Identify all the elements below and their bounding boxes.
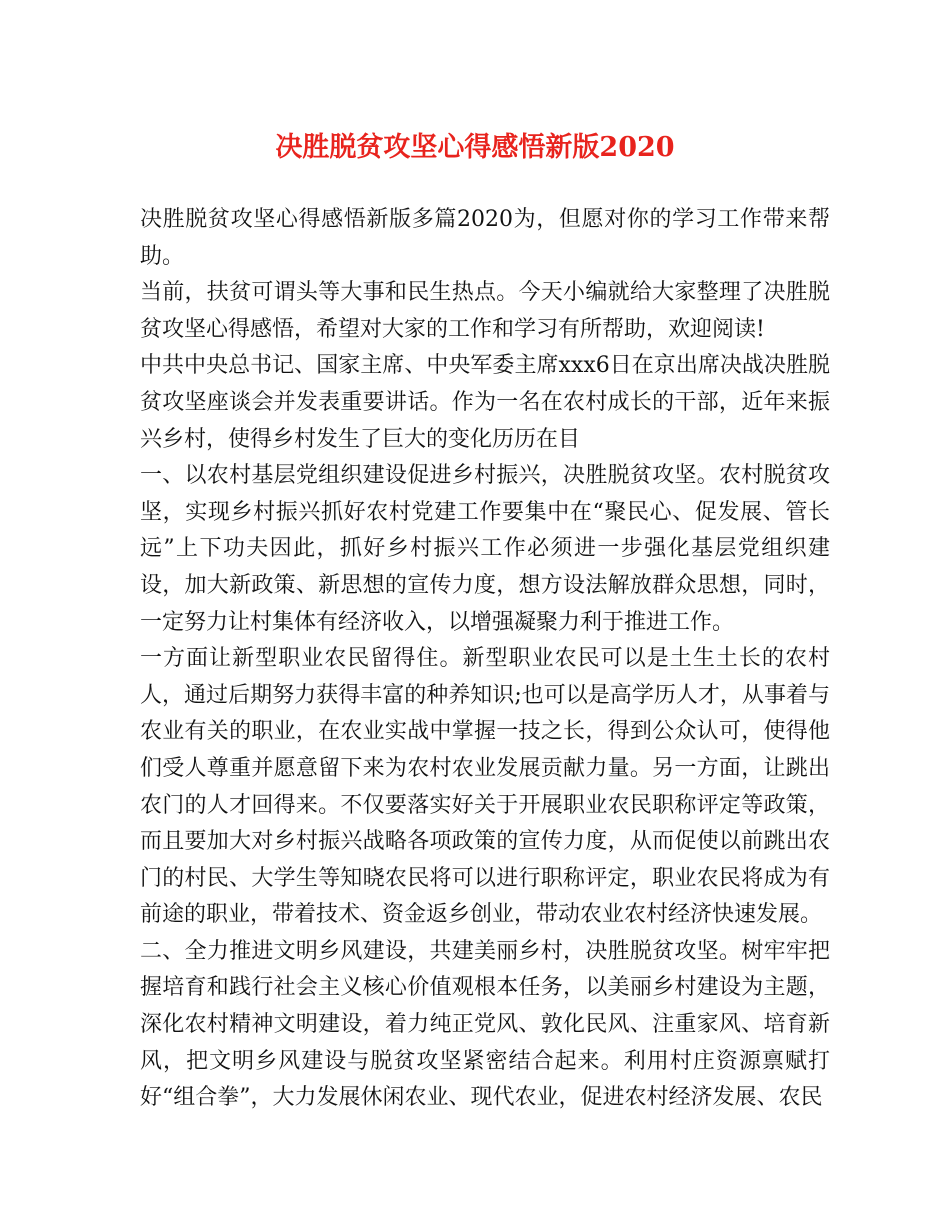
document-body bbox=[140, 202, 830, 1117]
document-title: 决胜脱贫攻坚心得感悟新版2020 bbox=[275, 132, 675, 163]
paragraph-section-one: 一、以农村基层党组织建设促进乡村振兴，决胜脱贫攻坚。农村脱贫攻坚，实现乡村振兴抓好农村党建工作要集中在“聚民心、促发展、管长远”上下功夫因此，抓好乡村振兴工作必须进一步强化基层党组织建设，加大新政策、新思想的宣传力度，想方设法解放群众思想，同时，一定努力让村集体有经济收入，以增强凝聚力利于推进工作。 bbox=[140, 463, 830, 635]
paragraph-intro: 决胜脱贫攻坚心得感悟新版多篇2020为，但愿对你的学习工作带来帮助。 bbox=[140, 207, 830, 269]
paragraph-section-two: 二、全力推进文明乡风建设，共建美丽乡村，决胜脱贫攻坚。树牢牢把握培育和践行社会主义核心价值观根本任务，以美丽乡村建设为主题，深化农村精神文明建设，着力纯正党风、敦化民风、注重家风、培育新风，把文明乡风建设与脱贫攻坚紧密结合起来。利用村庄资源禀赋打好“组合拳”，大力发展休闲农业、现代农业，促进农村经济发展、农民 bbox=[140, 938, 830, 1111]
paragraph-current: 当前，扶贫可谓头等大事和民生热点。今天小编就给大家整理了决胜脱贫攻坚心得感悟，希望对大家的工作和学习有所帮助，欢迎阅读! bbox=[140, 280, 830, 342]
paragraph-farmers: 一方面让新型职业农民留得住。新型职业农民可以是土生土长的农村人，通过后期努力获得丰富的种养知识;也可以是高学历人才，从事着与农业有关的职业，在农业实战中掌握一技之长，得到公众认可，使得他们受人尊重并愿意留下来为农村农业发展贡献力量。另一方面，让跳出农门的人才回得来。不仅要落实好关于开展职业农民职称评定等政策，而且要加大对乡村振兴战略各项政策的宣传力度，从而促使以前跳出农门的村民、大学生等知晓农民将可以进行职称评定，职业农民将成为有前途的职业，带着技术、资金返乡创业，带动农业农村经济快速发展。 bbox=[140, 646, 830, 928]
paragraph-speech: 中共中央总书记、国家主席、中央军委主席xxx6日在京出席决战决胜脱贫攻坚座谈会并发表重要讲话。作为一名在农村成长的干部，近年来振兴乡村，使得乡村发生了巨大的变化历历在目 bbox=[140, 353, 830, 452]
